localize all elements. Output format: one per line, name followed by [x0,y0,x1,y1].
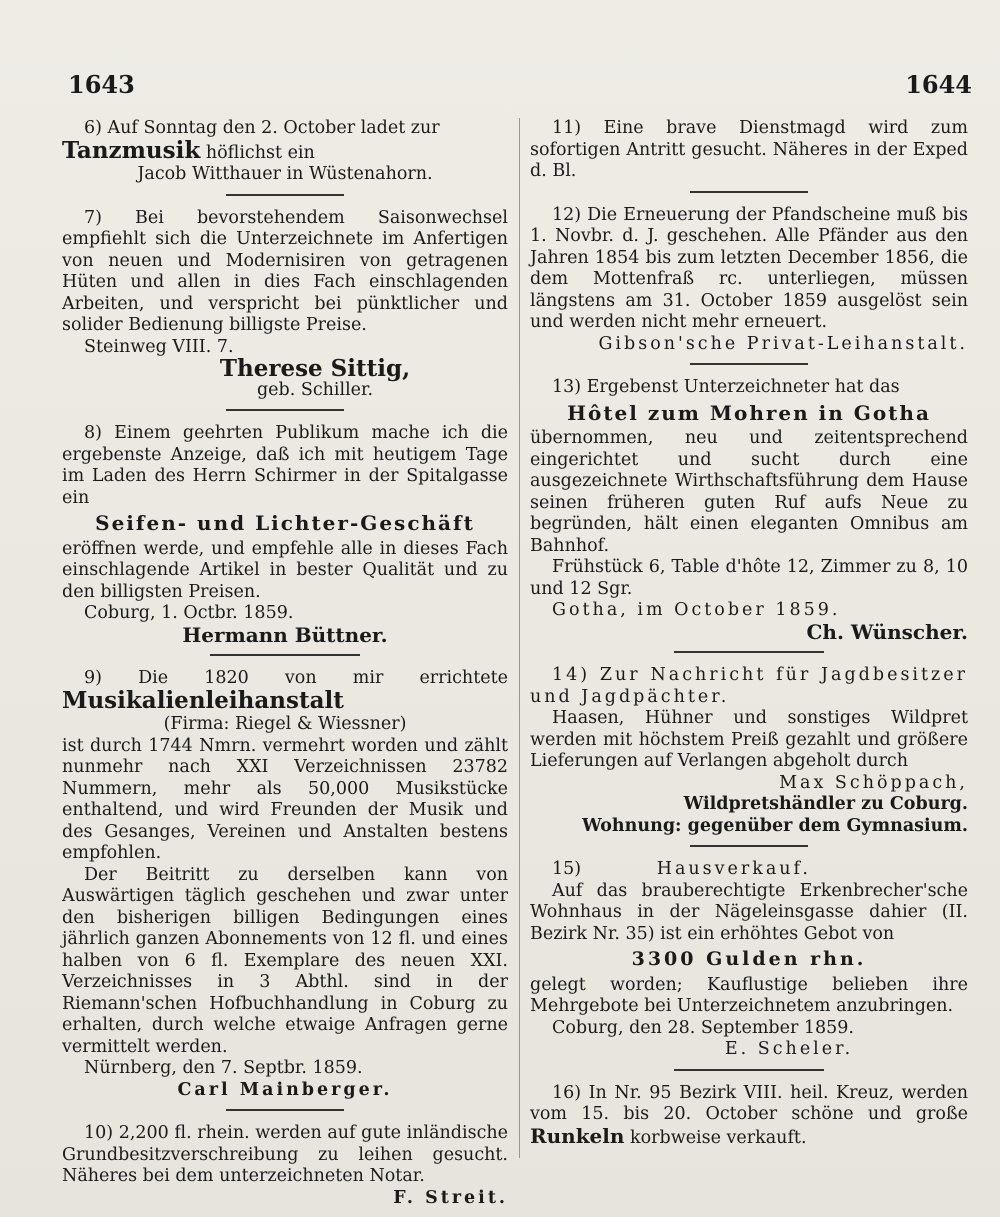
ad-13-body: übernommen, neu und zeitentsprechend eingerichtet und sucht durch eine ausgezeichnete Wirthschaftsführung dem Hause seinen früheren guten Ruf aufs Neue zu begründen, hält einen eleganten Omnibus am Bahnhof. [530,428,968,556]
ad-15-body-2: gelegt worden; Kauflustige belieben ihre Mehrgebote bei Unterzeichnetem anzubringen. [530,974,968,1016]
ad-13-signature: Ch. Wünscher. [806,619,968,644]
separator [674,1069,824,1071]
ad-16 [530,1083,968,1150]
ad-14-signature: Max Schöppach, [779,772,968,793]
ad-6-signature: Jacob Witthauer in Wüstenahorn. [137,164,433,184]
ad-15-number: 15) [552,859,582,879]
ad-6-line1: 6) Auf Sonntag den 2. October ladet zur [84,118,440,138]
ad-12-signature: Gibson'sche Privat-Leihanstalt. [598,333,968,354]
ad-9 [62,668,508,1101]
ad-8-body-2: eröffnen werde, und empfehle alle in dieses Fach einschlagende Artikel in bester Qualität und zu den billigsten Preisen. [62,538,508,602]
ad-14-body: Haasen, Hühner und sonstiges Wildpret werden mit höchstem Preiß gezahlt und größere Lieferungen auf Verlangen abgeholt durch [530,708,968,771]
ad-15-signature: E. Scheler. [724,1039,854,1059]
ad-9-body-2: Der Beitritt zu derselben kann von Auswärtigen täglich geschehen und zwar unter den bisherigen billigen Bedingungen eines jährlich ganzen Abonnements von 12 fl. und eines halben von 6 fl. Exemplare des neuen XXI. Verzeichnisses in 3 Abthl. sind in der Riemann'schen Hofbuchhandlung in Coburg zu erhalten, durch welche etwaige Anfragen gerne vermittelt werden. [62,864,508,1057]
separator [690,363,808,365]
ad-13-headline: Hôtel zum Mohren in Gotha [567,400,931,425]
separator [226,409,344,411]
separator [226,194,344,196]
ad-12 [530,205,968,356]
ad-15 [530,859,968,1061]
ad-7-place: Steinweg VIII. 7. [84,336,234,357]
ad-7-signature: Therese Sittig, [219,355,411,382]
ad-7-body: 7) Bei bevorstehendem Saisonwechsel empfiehlt sich die Unterzeichnete im Anfertigen von neuen und Modernisiren von getragenen Hüten und allen in dies Fach einschlagenden Arbeiten, und verspricht bei pünktlicher und solider Bedienung billigste Preise. [62,207,508,335]
ad-15-date: Coburg, den 28. September 1859. [552,1017,854,1038]
ad-13-date: Gotha, im October 1859. [552,600,841,620]
ad-14 [530,665,968,837]
ad-6-rest: höflichst ein [200,142,315,163]
ad-15-body: Auf das brauberechtigte Erkenbrecher'sche Wohnhaus in der Nägeleinsgasse dahier (II. Bezirk Nr. 35) ist ein erhöhtes Gebot von [530,880,968,944]
ad-6 [62,118,508,186]
ad-11-body: 11) Eine brave Dienstmagd wird zum sofortigen Antritt gesucht. Näheres in der Exped d. Bl. [530,118,968,181]
ad-14-lead: 14) Zur Nachricht für Jagdbesitzer und Jagdpächter. [530,665,968,707]
page-number-left: 1643 [68,70,135,99]
ad-7-signature-2: geb. Schiller. [256,379,374,400]
left-column [62,118,508,1217]
ad-15-title: Hausverkauf. [656,859,811,879]
ad-16-bold: Runkeln [530,1123,625,1148]
ad-16-rest: korbweise verkauft. [624,1127,807,1148]
ad-7 [62,208,508,402]
ad-9-body: ist durch 1744 Nmrn. vermehrt worden und zählt nunmehr nach XXI Verzeichnissen 23782 Nummern, mehr als 50,000 Musikstücke enthaltend, und wird Freunden der Musik und des Gesanges, Vereinen und Anstalten bestens empfohlen. [62,735,508,863]
ad-8-date: Coburg, 1. Octbr. 1859. [84,603,294,623]
ad-13-prices: Frühstück 6, Table d'hôte 12, Zimmer zu 8, 10 und 12 Sgr. [530,557,968,599]
ad-14-signature-3: Wohnung: gegenüber dem Gymnasium. [582,815,968,836]
right-column [530,118,968,1157]
ad-8 [62,423,508,646]
ad-15-amount: 3300 Gulden rhn. [631,948,867,970]
separator [690,191,808,193]
separator [690,845,808,847]
ad-11 [530,118,968,183]
separator [210,654,360,656]
ad-6-line2 [62,136,508,165]
ad-8-body: 8) Einem geehrten Publikum mache ich die ergebenste Anzeige, daß ich mit heutigem Tage im Laden des Herrn Schirmer in der Spitalgasse ein [62,423,508,508]
ad-10-signature: F. Streit. [393,1187,508,1208]
ad-8-headline: Seifen- und Lichter-Geschäft [95,511,475,535]
separator [226,1109,344,1111]
ad-8-signature: Hermann Büttner. [182,622,388,647]
ad-9-lead [62,668,508,714]
ad-10 [62,1123,508,1209]
ad-9-lead-bold: Musikalienleihanstalt [62,686,344,714]
ad-13 [530,377,968,643]
ad-16-body: 16) In Nr. 95 Bezirk VIII. heil. Kreuz, werden vom 15. bis 20. October schöne und große [530,1082,968,1124]
ad-13-lead: 13) Ergebenst Unterzeichneter hat das [552,377,900,397]
ad-16-text [530,1083,968,1150]
ad-12-body: 12) Die Erneuerung der Pfandscheine muß bis 1. Novbr. d. J. geschehen. Alle Pfänder aus den Jahren 1854 bis zum letzten December 1856, die dem Mottenfraß rc. unterliegen, müssen längstens am 31. October 1859 ausgelöst sein und werden nicht mehr erneuert. [530,204,968,332]
ad-9-firma: (Firma: Riegel & Wiessner) [163,714,407,734]
page-number-right: 1644 [905,70,972,99]
ad-9-date: Nürnberg, den 7. Septbr. 1859. [84,1058,363,1078]
separator [674,651,824,653]
ad-9-signature: Carl Mainberger. [177,1079,393,1100]
ad-9-lead-text: 9) Die 1820 von mir errichtete [84,668,508,688]
ad-15-lead [530,859,968,881]
ad-14-signature-2: Wildpretshändler zu Coburg. [683,794,968,814]
ad-6-bold: Tanzmusik [62,136,201,164]
column-divider [519,118,520,1158]
ad-10-body: 10) 2,200 fl. rhein. werden auf gute inländische Grundbesitzverschreibung zu leihen gesucht. Näheres bei dem unterzeichneten Notar. [62,1123,508,1186]
